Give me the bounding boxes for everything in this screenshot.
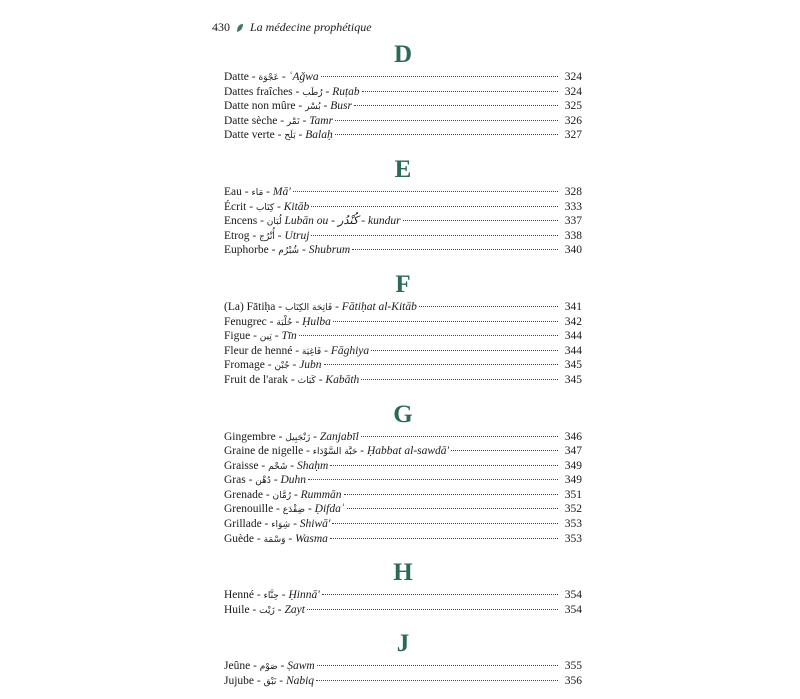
index-entry xyxy=(224,502,582,517)
index-entry xyxy=(224,200,582,215)
transliteration: Shiwā' xyxy=(299,518,331,531)
french-term: Écrit - xyxy=(224,200,256,213)
section-letter: D xyxy=(393,41,413,68)
arabic-term: شُبْرُم xyxy=(278,246,300,257)
entry-term xyxy=(224,99,352,115)
separator: - xyxy=(299,114,310,127)
section-letter: G xyxy=(393,400,413,428)
page-reference: 356 xyxy=(564,675,582,688)
transliteration: Nabiq xyxy=(285,675,315,688)
page-reference: 353 xyxy=(564,518,582,531)
entry-term xyxy=(224,502,345,518)
arabic-term: شَحْم xyxy=(268,461,288,472)
index-entry xyxy=(224,99,582,114)
page-reference: 349 xyxy=(564,474,582,487)
entry-term xyxy=(224,473,306,489)
dot-leader xyxy=(451,450,558,451)
transliteration: Zanjabīl xyxy=(319,430,359,443)
dot-leader xyxy=(308,479,558,480)
dot-leader xyxy=(361,436,558,437)
separator: - xyxy=(274,200,284,213)
separator: - xyxy=(299,244,309,257)
transliteration: Ḥulba xyxy=(302,315,331,328)
separator: - xyxy=(320,100,331,113)
index-entry xyxy=(224,315,582,330)
arabic-term: رُطَب xyxy=(302,87,323,98)
index-entry xyxy=(224,517,582,532)
index-entry xyxy=(224,344,582,359)
entry-term xyxy=(224,315,331,331)
arabic-term: زَنْجَبِيل xyxy=(285,432,311,443)
transliteration: Ḍifdaʿ xyxy=(314,503,345,516)
index-entry xyxy=(224,430,582,445)
french-term: Encens - xyxy=(224,215,267,228)
page-reference: 327 xyxy=(564,129,582,142)
french-term: Euphorbe - xyxy=(224,244,279,257)
dot-leader xyxy=(299,335,558,336)
french-term: Jujube - xyxy=(224,675,264,688)
transliteration: Shubrum xyxy=(308,244,351,257)
page-number: 430 xyxy=(212,20,230,34)
arabic-term: كِتَاب xyxy=(255,202,275,213)
french-term: Figue - xyxy=(224,330,260,343)
transliteration: Ṣawm xyxy=(287,660,315,673)
index-entry xyxy=(224,588,582,603)
dot-leader xyxy=(335,120,558,121)
french-term: Datte - xyxy=(224,71,259,83)
dot-leader xyxy=(316,680,558,681)
entry-list xyxy=(224,185,582,258)
entry-term xyxy=(224,588,320,604)
page-reference: 326 xyxy=(564,114,582,127)
entry-term xyxy=(224,674,314,690)
dot-leader xyxy=(321,76,558,77)
transliteration: Wasma xyxy=(295,532,328,545)
page-reference: 341 xyxy=(564,300,582,313)
entry-term xyxy=(224,517,330,533)
separator: - xyxy=(287,459,298,472)
dot-leader xyxy=(330,538,558,539)
arabic-term: شِوَاء xyxy=(271,520,291,531)
dot-leader xyxy=(347,508,558,509)
page-reference: 345 xyxy=(564,359,582,372)
page-reference: 351 xyxy=(564,488,582,501)
transliteration: Lubān ou - كُنْدُر - kundur xyxy=(284,215,401,228)
french-term: Huile - xyxy=(224,603,260,616)
french-term: Datte sèche - xyxy=(224,114,287,127)
page-reference: 340 xyxy=(564,244,582,257)
french-term: Fleur de henné - xyxy=(224,344,302,357)
index-entry xyxy=(224,85,582,100)
page-reference: 344 xyxy=(564,330,582,343)
transliteration: Kabāth xyxy=(325,373,360,386)
french-term: (La) Fātiḥa - xyxy=(224,300,285,313)
index-entry xyxy=(224,114,582,129)
entry-term xyxy=(224,659,315,675)
dot-leader xyxy=(352,249,558,250)
index-entry xyxy=(224,128,582,143)
french-term: Dattes fraîches - xyxy=(224,85,303,98)
section-letter: H xyxy=(393,559,413,587)
entry-term xyxy=(224,532,328,548)
dot-leader xyxy=(361,379,558,380)
arabic-term: حَبَّة السَّوْدَاء xyxy=(312,447,358,458)
french-term: Grillade - xyxy=(224,518,272,531)
page-reference: 353 xyxy=(564,532,582,545)
index-entry xyxy=(224,329,582,344)
arabic-term: نَبْق xyxy=(263,677,277,688)
index-entry xyxy=(224,603,582,618)
section-letter: J xyxy=(396,630,410,658)
dot-leader xyxy=(371,350,558,351)
transliteration: Balaḥ xyxy=(305,129,333,142)
index-entry xyxy=(224,459,582,474)
page-reference: 352 xyxy=(564,503,582,516)
page-reference: 354 xyxy=(564,589,582,602)
arabic-term: دُهْن xyxy=(255,476,271,487)
separator: - xyxy=(276,675,286,688)
page-header xyxy=(212,20,372,35)
dot-leader xyxy=(362,91,558,92)
entry-term xyxy=(224,488,342,504)
french-term: Gingembre - xyxy=(224,430,286,443)
dot-leader xyxy=(322,594,558,595)
french-term: Graisse - xyxy=(224,459,269,472)
entry-term xyxy=(224,300,417,316)
separator: - xyxy=(292,315,303,328)
arabic-term: فَاتِحَة الكِتَاب xyxy=(285,302,333,313)
transliteration: Rummān xyxy=(300,488,342,501)
separator: - xyxy=(305,503,315,516)
entry-term xyxy=(224,243,350,259)
arabic-term: مَاء xyxy=(251,187,264,198)
entry-term xyxy=(224,185,291,201)
french-term: Fromage - xyxy=(224,359,275,372)
dot-leader xyxy=(307,609,558,610)
transliteration: Fāghiya xyxy=(330,344,370,357)
arabic-term: عَجْوَة xyxy=(258,73,280,83)
arabic-term: أُتْرُج xyxy=(259,231,275,242)
french-term: Fenugrec - xyxy=(224,315,277,328)
page-reference: 325 xyxy=(564,100,582,113)
page-reference: 349 xyxy=(564,459,582,472)
arabic-term: زَيْت xyxy=(259,605,275,616)
page-reference: 355 xyxy=(564,660,582,673)
french-term: Grenade - xyxy=(224,488,273,501)
page-reference: 342 xyxy=(564,315,582,328)
section-letter: F xyxy=(395,270,411,298)
entry-list xyxy=(224,70,582,143)
transliteration: Busr xyxy=(330,100,352,113)
transliteration: Shaḥm xyxy=(297,459,329,472)
transliteration: Tīn xyxy=(281,330,297,343)
index-entry xyxy=(224,532,582,547)
dot-leader xyxy=(332,523,558,524)
index-content xyxy=(224,38,582,699)
leaf-ornament-icon xyxy=(236,23,244,33)
index-entry xyxy=(224,659,582,674)
transliteration: Zayt xyxy=(284,603,305,616)
index-entry xyxy=(224,70,582,85)
index-entry xyxy=(224,488,582,503)
french-term: Eau - xyxy=(224,185,252,198)
entry-term xyxy=(224,114,333,130)
separator: - xyxy=(291,488,301,501)
index-entry xyxy=(224,373,582,388)
french-term: Gras - xyxy=(224,474,256,487)
separator: - xyxy=(289,359,300,372)
transliteration: Mā' xyxy=(272,185,291,198)
separator: - xyxy=(315,373,326,386)
transliteration: Duhn xyxy=(280,474,307,487)
arabic-term: جُبْن xyxy=(274,361,290,372)
arabic-term: رُمَّان xyxy=(272,490,292,501)
arabic-term: تِين xyxy=(259,332,272,343)
arabic-term: ضِفْدَع xyxy=(282,505,306,516)
dot-leader xyxy=(403,220,558,221)
dot-leader xyxy=(311,235,558,236)
page-reference: 333 xyxy=(564,200,582,213)
page-reference: 324 xyxy=(564,85,582,98)
page-reference: 324 xyxy=(564,71,582,83)
arabic-term: بُسْر xyxy=(305,102,321,113)
dot-leader xyxy=(354,105,558,106)
separator: - xyxy=(278,589,289,602)
page-reference: 328 xyxy=(564,185,582,198)
dot-leader xyxy=(311,206,558,207)
page-reference: 346 xyxy=(564,430,582,443)
index-entry xyxy=(224,473,582,488)
index-entry xyxy=(224,243,582,258)
separator: - xyxy=(322,85,333,98)
page-reference: 337 xyxy=(564,215,582,228)
entry-list xyxy=(224,659,582,688)
entry-term xyxy=(224,430,359,446)
separator: - xyxy=(290,518,300,531)
dot-leader xyxy=(335,134,558,135)
separator: - xyxy=(295,129,306,142)
arabic-term: وَسْمَة xyxy=(263,534,286,545)
french-term: Fruit de l'arak - xyxy=(224,373,298,386)
separator: - xyxy=(274,603,285,616)
page-reference: 345 xyxy=(564,373,582,386)
transliteration: Fātiḥat al-Kitāb xyxy=(341,300,417,313)
french-term: Grenouille - xyxy=(224,503,283,516)
page-reference: 338 xyxy=(564,229,582,242)
entry-term xyxy=(224,128,333,144)
french-term: Datte verte - xyxy=(224,129,285,142)
arabic-term: تَمْر xyxy=(286,116,300,127)
index-entry xyxy=(224,214,582,229)
entry-term xyxy=(224,344,369,360)
page-reference: 344 xyxy=(564,344,582,357)
entry-term xyxy=(224,373,359,389)
arabic-term: لُبَان xyxy=(266,217,282,228)
arabic-term: حِنَّاء xyxy=(263,591,279,602)
entry-term xyxy=(224,459,328,475)
french-term: Graine de nigelle - xyxy=(224,445,313,458)
index-entry xyxy=(224,674,582,689)
separator: - xyxy=(285,532,296,545)
arabic-term: صَوْم xyxy=(259,662,278,673)
entry-list xyxy=(224,430,582,547)
index-entry xyxy=(224,444,582,459)
dot-leader xyxy=(330,465,558,466)
arabic-term: بَلَح xyxy=(284,131,296,142)
french-term: Henné - xyxy=(224,589,264,602)
entry-term xyxy=(224,229,309,245)
entry-term xyxy=(224,85,360,101)
dot-leader xyxy=(293,191,558,192)
entry-term xyxy=(224,214,401,230)
transliteration: Kitāb xyxy=(283,200,310,213)
french-term: Guède - xyxy=(224,532,264,545)
dot-leader xyxy=(317,665,558,666)
entry-list xyxy=(224,588,582,617)
separator: - xyxy=(274,229,285,242)
french-term: Etrog - xyxy=(224,229,260,242)
arabic-term: حُلْبَة xyxy=(276,317,293,328)
transliteration: Utruj xyxy=(284,229,310,242)
index-entry xyxy=(224,358,582,373)
entry-term xyxy=(224,444,449,460)
separator: - xyxy=(270,474,281,487)
entry-term xyxy=(224,70,319,86)
separator: - xyxy=(310,430,320,443)
transliteration: Ruṭab xyxy=(332,85,360,98)
transliteration: Ḥabbat al-sawdā' xyxy=(367,445,450,458)
index-entry xyxy=(224,229,582,244)
entry-term xyxy=(224,200,309,216)
transliteration: ʿAǧwa xyxy=(288,71,319,83)
index-entry xyxy=(224,185,582,200)
dot-leader xyxy=(324,364,558,365)
entry-term xyxy=(224,358,322,374)
index-entry xyxy=(224,300,582,315)
entry-term xyxy=(224,329,297,345)
separator: - xyxy=(279,71,289,83)
separator: - xyxy=(263,185,273,198)
page-reference: 354 xyxy=(564,603,582,616)
page-reference: 347 xyxy=(564,445,582,458)
entry-list xyxy=(224,300,582,388)
separator: - xyxy=(277,660,288,673)
dot-leader xyxy=(333,321,558,322)
arabic-term: كَبَاث xyxy=(297,375,316,386)
transliteration: Ḥinnā' xyxy=(288,589,320,602)
transliteration: Tamr xyxy=(309,114,334,127)
french-term: Jeûne - xyxy=(224,660,260,673)
dot-leader xyxy=(344,494,558,495)
separator: - xyxy=(357,445,367,458)
french-term: Datte non mûre - xyxy=(224,100,306,113)
section-letter: E xyxy=(394,155,412,183)
separator: - xyxy=(321,344,331,357)
running-title: La médecine prophétique xyxy=(250,20,372,34)
arabic-term: فَاغِيَة xyxy=(301,346,322,357)
separator: - xyxy=(332,300,342,313)
entry-term xyxy=(224,603,305,619)
separator: - xyxy=(271,330,282,343)
dot-leader xyxy=(419,306,558,307)
transliteration: Jubn xyxy=(299,359,322,372)
